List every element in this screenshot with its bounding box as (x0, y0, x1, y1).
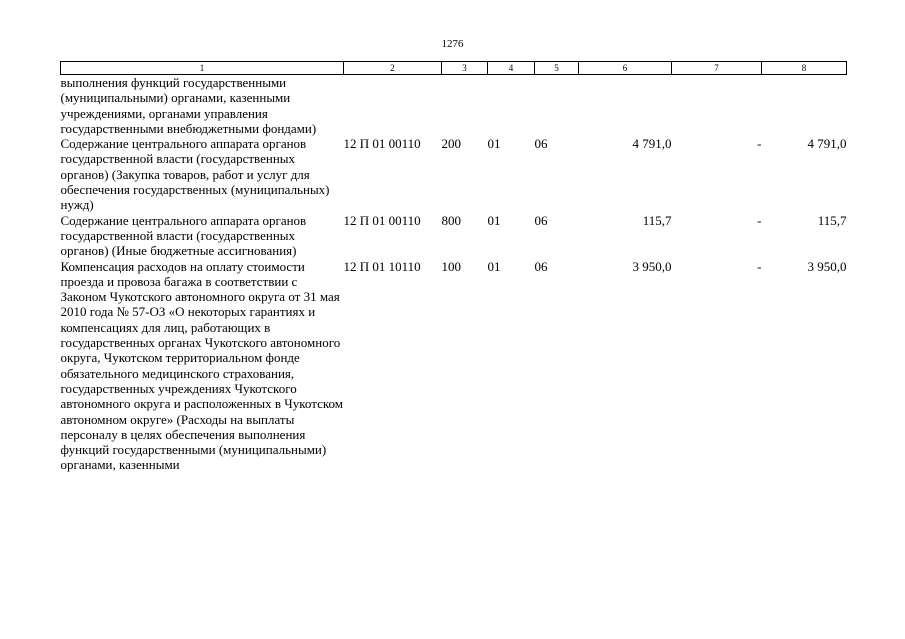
budget-table (60, 61, 847, 473)
table-row (61, 136, 847, 212)
row-expense-type: 800 (441, 212, 461, 228)
page-number: 1276 (441, 38, 464, 50)
row-subsection (535, 75, 579, 137)
row-code: 12 П 01 10110 (343, 258, 421, 274)
row-amount-7 (672, 75, 762, 137)
row-subsection: 06 (534, 136, 548, 152)
column-header-8: 8 (762, 62, 847, 75)
row-amount-8 (762, 75, 847, 137)
row-amount-6: 3 950,0 (632, 258, 672, 274)
table-row (61, 259, 847, 473)
row-code: 12 П 01 00110 (343, 136, 421, 152)
row-subsection: 06 (534, 212, 548, 228)
row-section (488, 75, 535, 137)
row-amount-7: - (757, 136, 762, 152)
row-section: 01 (487, 136, 501, 152)
row-subsection: 06 (534, 258, 548, 274)
row-amount-8: 115,7 (817, 212, 847, 228)
column-header-7: 7 (672, 62, 762, 75)
row-amount-6: 115,7 (642, 212, 672, 228)
row-section: 01 (487, 258, 501, 274)
column-header-1: 1 (61, 62, 344, 75)
column-header-2: 2 (344, 62, 442, 75)
row-expense-type: 100 (441, 258, 461, 274)
table-row (61, 213, 847, 259)
row-amount-8: 3 950,0 (807, 258, 847, 274)
row-expense-type: 200 (441, 136, 461, 152)
column-header-4: 4 (488, 62, 535, 75)
row-amount-6 (579, 75, 672, 137)
row-amount-7: - (757, 212, 762, 228)
row-amount-7: - (757, 258, 762, 274)
column-header-6: 6 (579, 62, 672, 75)
row-code (344, 75, 442, 137)
row-expense-type (442, 75, 488, 137)
row-description: Содержание центрального аппарата органов государственной власти (государственных органов) (Иные бюджетные ассигнования) (60, 212, 307, 259)
row-amount-6: 4 791,0 (632, 136, 672, 152)
row-description: Компенсация расходов на оплату стоимости проезда и провоза багажа в соответствии с Законом Чукотского автономного округа от 31 мая 2010 года № 57-ОЗ «О некоторых гарантиях и компенсациях для лиц, работающих в государственных органах Чукотского автономного округа, Чукотском территориальном фонде обязательного медицинского страхования, государственных учреждениях Чукотского автономного округа и расположенных в Чукотском автономном округе» (Расходы на выплаты персоналу в целях обеспечения выполнения функций государственными (муниципальными) органами, казенными (60, 258, 343, 473)
row-description: выполнения функций государственными (муниципальными) органами, казенными учреждениями, органами управления государственными внебюджетными фондами) (60, 75, 317, 136)
table-row (61, 75, 847, 137)
column-header-row (61, 62, 847, 75)
row-amount-8: 4 791,0 (807, 136, 847, 152)
row-section: 01 (487, 212, 501, 228)
column-header-3: 3 (442, 62, 488, 75)
column-header-5: 5 (535, 62, 579, 75)
row-code: 12 П 01 00110 (343, 212, 421, 228)
row-description: Содержание центрального аппарата органов государственной власти (государственных органов) (Закупка товаров, работ и услуг для обеспечения государственных (муниципальных) нужд) (60, 136, 330, 213)
